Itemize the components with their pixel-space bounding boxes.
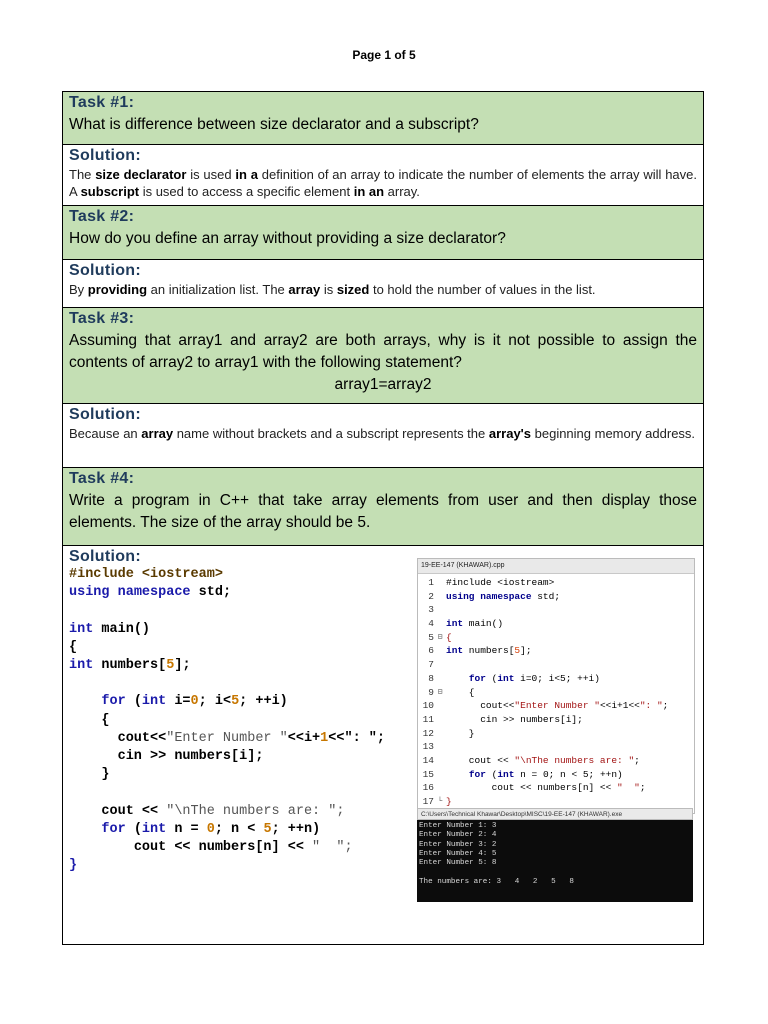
ide-code-line — [418, 672, 694, 686]
ide-line-number: 7 — [428, 659, 434, 671]
ide-line-number: 2 — [428, 590, 434, 602]
task-1-row — [63, 92, 703, 145]
ide-code-line — [418, 617, 694, 631]
ide-code-line — [418, 576, 694, 590]
ide-line-text: cout << "\nThe numbers are: "; — [446, 754, 640, 766]
solution-1-heading: Solution: — [69, 147, 142, 164]
ide-line-number: 11 — [422, 713, 434, 725]
task-3-heading: Task #3: — [69, 310, 135, 327]
ide-line-number: 10 — [422, 700, 434, 712]
ide-code-line — [418, 740, 694, 754]
task-table — [62, 91, 704, 945]
console-output: Enter Number 1: 3 Enter Number 2: 4 Enter Number 3: 2 Enter Number 4: 5 Enter Number 5: 8 The numbers are: 3 4 2 5 8 — [417, 820, 693, 902]
solution-2-text: By providing an initialization list. The array is sized to hold the number of values in the list. — [69, 282, 596, 297]
ide-line-number: 8 — [428, 672, 434, 684]
ide-line-number: 14 — [422, 754, 434, 766]
ide-line-text: #include <iostream> — [446, 577, 555, 588]
task-3-row — [63, 308, 703, 404]
ide-editor — [418, 574, 694, 809]
task-3-statement: array1=array2 — [334, 376, 432, 393]
ide-code-line — [418, 603, 694, 617]
ide-fold-marker: ⊟ — [437, 687, 443, 697]
ide-line-number: 4 — [428, 618, 434, 630]
solution-3-heading: Solution: — [69, 406, 142, 423]
ide-line-text: int main() — [446, 618, 504, 630]
console-title-bar: C:\Users\Technical Khawar\Desktop\MISC\19-EE-147 (KHAWAR).exe — [417, 808, 693, 820]
ide-fold-marker — [434, 576, 446, 590]
ide-line-number: 5 — [428, 631, 434, 643]
solution-2-row — [63, 260, 703, 308]
solution-2-heading: Solution: — [69, 262, 142, 279]
solution-4-heading: Solution: — [69, 548, 142, 565]
ide-code-line — [418, 699, 694, 713]
ide-line-text: cout<<"Enter Number "<<i+1<<": "; — [446, 700, 669, 712]
solution-3-row — [63, 404, 703, 468]
ide-fold-marker: ⊟ — [437, 632, 443, 642]
ide-line-number: 1 — [428, 577, 434, 588]
ide-fold-marker — [434, 713, 446, 727]
ide-line-text: { — [446, 686, 475, 698]
ide-fold-marker — [434, 768, 446, 782]
ide-file-tab: 19-EE-147 (KHAWAR).cpp — [418, 559, 694, 574]
ide-fold-marker: └ — [437, 797, 443, 806]
ide-code-line — [418, 768, 694, 782]
ide-screenshot — [417, 558, 695, 814]
ide-line-number: 13 — [422, 741, 434, 753]
ide-fold-marker — [434, 740, 446, 754]
ide-fold-marker — [434, 617, 446, 631]
ide-line-number: 6 — [428, 645, 434, 657]
ide-line-number: 12 — [422, 727, 434, 739]
ide-line-text: { — [446, 631, 452, 643]
ide-line-text: } — [446, 796, 452, 807]
task-2-question: How do you define an array without providing a size declarator? — [69, 230, 506, 247]
task-1-heading: Task #1: — [69, 94, 135, 111]
ide-fold-marker — [434, 658, 446, 672]
task-2-row — [63, 206, 703, 260]
solution-1-row — [63, 145, 703, 206]
ide-code-line — [418, 754, 694, 768]
ide-code-line — [418, 781, 694, 795]
ide-line-number: 9 — [428, 686, 434, 698]
ide-fold-marker — [434, 699, 446, 713]
task-2-heading: Task #2: — [69, 208, 135, 225]
ide-code-line — [418, 631, 694, 645]
ide-line-number: 15 — [422, 768, 434, 780]
ide-line-number: 3 — [428, 604, 434, 616]
ide-code-line — [418, 713, 694, 727]
ide-line-text: using namespace std; — [446, 590, 561, 602]
ide-code-line — [418, 658, 694, 672]
code-listing: #include <iostream> using namespace std; int main() { int numbers[5]; for (int i=0; i<5; ++i) { cout<<"Enter Number "<<i+1<<": "; cin >> numbers[i]; } cout << "\nThe numbers are: "; for (int n = 0; n < 5; ++n) cout << numbers[n] << " "; } — [69, 567, 385, 874]
ide-code-line — [418, 590, 694, 604]
ide-line-number: 17 — [422, 796, 434, 807]
ide-fold-marker — [434, 590, 446, 604]
ide-line-number: 16 — [422, 782, 434, 794]
ide-fold-marker — [434, 727, 446, 741]
ide-fold-marker — [434, 754, 446, 768]
ide-fold-marker — [434, 672, 446, 686]
ide-line-text: for (int n = 0; n < 5; ++n) — [468, 768, 623, 780]
task-3-question: Assuming that array1 and array2 are both arrays, why is it not possible to assign the contents of array2 to array1 with the following statement? — [69, 332, 697, 371]
ide-line-text: for (int i=0; i<5; ++i) — [468, 672, 600, 684]
ide-fold-marker — [434, 603, 446, 617]
page-number: Page 1 of 5 — [352, 48, 416, 62]
ide-code-line — [418, 644, 694, 658]
ide-line-text: cout << numbers[n] << " "; — [446, 782, 646, 794]
ide-code-line — [418, 686, 694, 700]
solution-1-text: The size declarator is used in a definition of an array to indicate the number of elements the array will have. A subscript is used to access a specific element in an array. — [69, 167, 697, 199]
ide-line-text: } — [446, 727, 475, 739]
ide-line-text: cin >> numbers[i]; — [446, 713, 583, 725]
task-4-heading: Task #4: — [69, 470, 135, 487]
ide-code-line — [418, 727, 694, 741]
ide-fold-marker — [434, 781, 446, 795]
ide-fold-marker — [434, 644, 446, 658]
task-4-row — [63, 468, 703, 546]
solution-4-row — [63, 546, 703, 944]
ide-line-text: int numbers[5]; — [446, 645, 532, 657]
solution-3-text: Because an array name without brackets and a subscript represents the array's beginning memory address. — [69, 426, 696, 441]
task-4-question: Write a program in C++ that take array elements from user and then display those elements. The size of the array should be 5. — [69, 492, 697, 531]
task-1-question: What is difference between size declarator and a subscript? — [69, 116, 479, 133]
ide-code-line — [418, 795, 694, 809]
